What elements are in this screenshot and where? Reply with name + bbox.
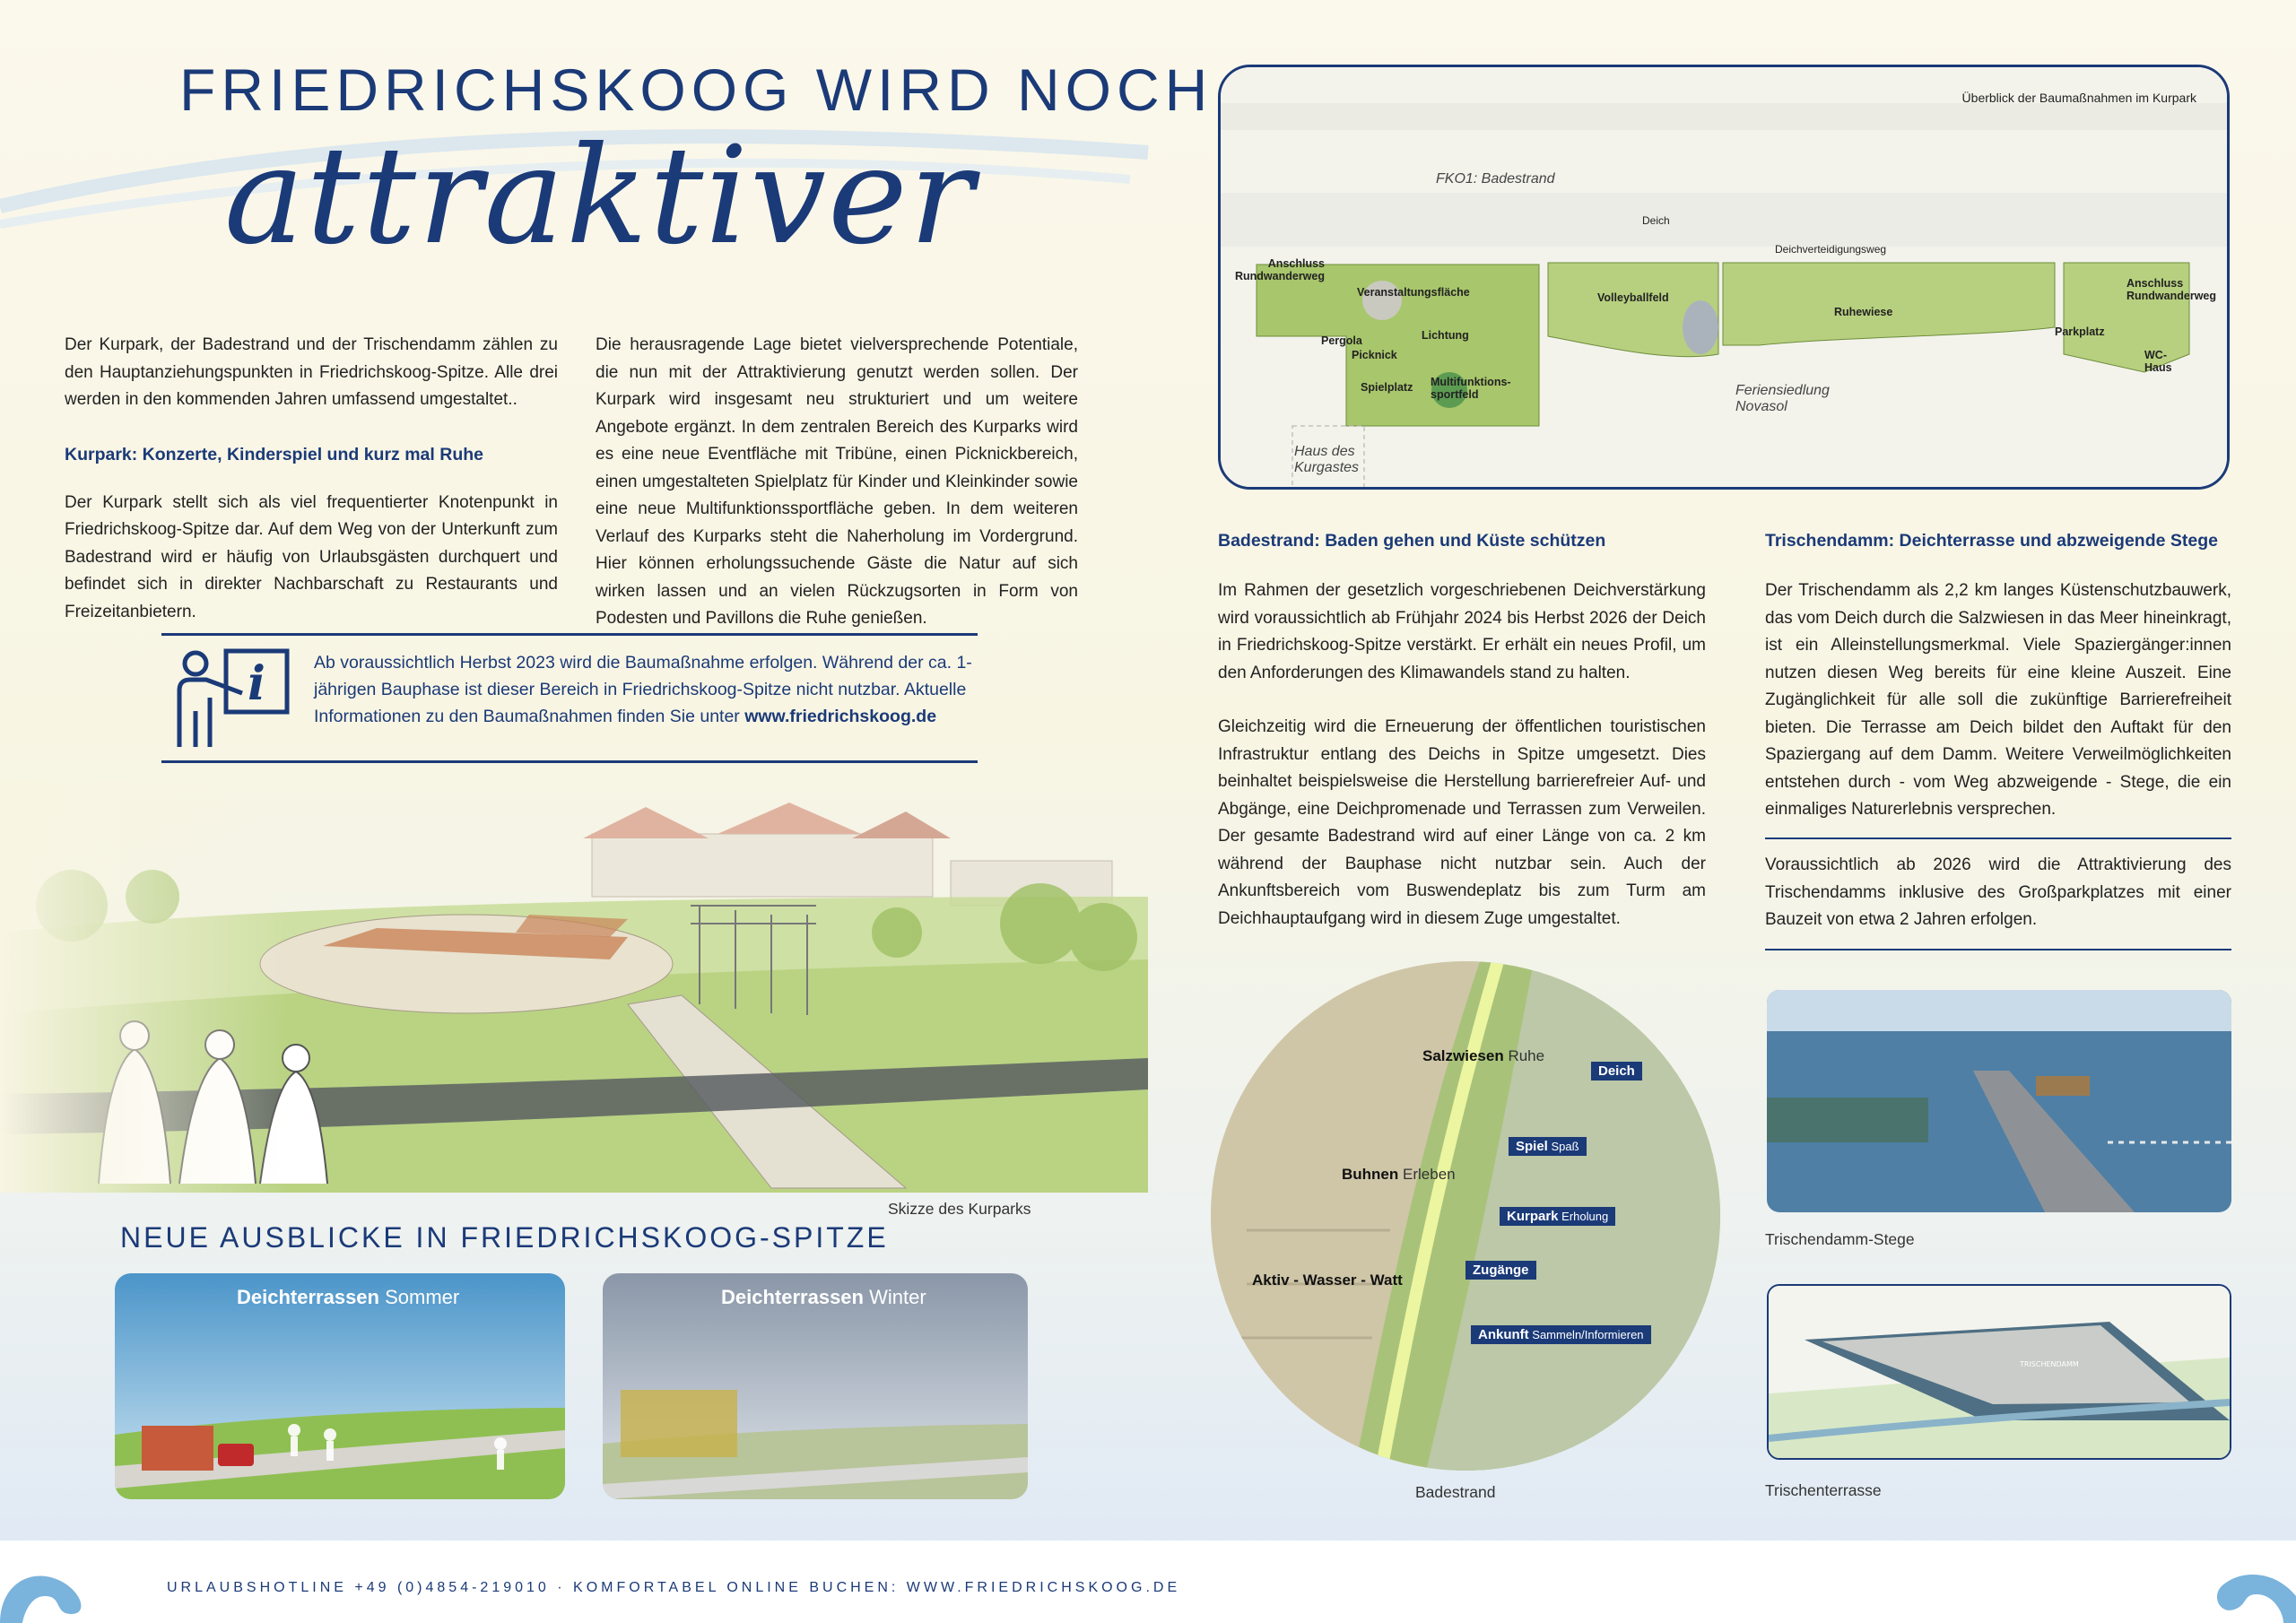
photo-trischenterrasse	[1767, 1284, 2231, 1460]
map-label-feriensiedlung: Feriensiedlung Novasol	[1735, 383, 1830, 414]
photo-winter-label: Deichterrassen Winter	[721, 1286, 926, 1308]
map-label-pergola: Pergola	[1321, 334, 1362, 347]
circle-label-aktiv: Aktiv - Wasser - Watt	[1252, 1271, 1403, 1289]
trischendamm-text-1: Der Trischendamm als 2,2 km langes Küstenschutzbauwerk, das vom Deich durch die Salzwiesen in das Meer hineinkragt, ist ein Alleinstellungsmerkmal. Viele Spaziergänger:innen nutzen diesen Weg bereits für eine kleine Auszeit. Eine Zugänglichkeit für alle soll die zukünftige Barrierefreiheit bieten. Die Terrasse am Deich bildet den Auftakt für den Spaziergang auf dem Damm. Weitere Verweilmöglichkeiten entstehen durch - vom Weg abzweigende - Stege, die ein einmaliges Naturerlebnis versprechen.	[1765, 581, 2231, 819]
left-column-2	[596, 332, 1078, 660]
info-text	[314, 649, 978, 730]
trischendamm-note	[1765, 852, 2231, 961]
trischendamm-rule-bottom	[1765, 949, 2231, 950]
map-title: Überblick der Baumaßnahmen im Kurpark	[1961, 91, 2196, 105]
tag-zugaenge: Zugänge	[1465, 1261, 1536, 1280]
tag-kurpark: Kurpark Erholung	[1500, 1207, 1615, 1226]
map-label-ruhewiese: Ruhewiese	[1834, 306, 1893, 318]
map-label-anschluss-left: Anschluss Rundwanderweg	[1234, 257, 1325, 282]
footer-text: URLAUBSHOTLINE +49 (0)4854-219010 · KOMFORTABEL ONLINE BUCHEN: WWW.FRIEDRICHSKOOG.DE	[167, 1580, 1181, 1595]
photo-sommer-label: Deichterrassen Sommer	[237, 1286, 460, 1308]
badestrand-heading: Badestrand: Baden gehen und Küste schützen	[1218, 531, 1606, 551]
tag-deich: Deich	[1591, 1062, 1642, 1081]
map-label-picknick: Picknick	[1352, 349, 1397, 361]
trischendamm-heading: Trischendamm: Deichterrasse und abzweigende Stege	[1765, 531, 2218, 551]
info-icon-letter: i	[248, 656, 265, 711]
script-title: attraktiver	[224, 118, 976, 274]
photo-deichterrasse-sommer	[115, 1273, 565, 1499]
terrasse-illustration	[1769, 1286, 2230, 1458]
info-person-icon	[170, 644, 291, 751]
circle-label-buhnen: Buhnen Erleben	[1342, 1166, 1456, 1183]
map-label-veranstaltung: Veranstaltungsfläche	[1357, 286, 1470, 299]
photo-trischendamm-stege	[1767, 990, 2231, 1212]
map-illustration	[1221, 67, 2230, 490]
circle-label-salzwiesen: Salzwiesen Ruhe	[1422, 1047, 1545, 1064]
map-label-parkplatz: Parkplatz	[2055, 325, 2105, 338]
badestrand-circle-map	[1211, 961, 1720, 1471]
map-label-spielplatz: Spielplatz	[1361, 381, 1413, 394]
map-label-deich: Deich	[1642, 214, 1670, 227]
info-body: Ab voraussichtlich Herbst 2023 wird die Baumaßnahme erfolgen. Während der ca. 1-jährigen Bauphase ist dieser Bereich in Friedrichskoog-Spitze nicht nutzbar. Aktuelle Informationen zu den Baumaßnahmen finden Sie unter	[314, 653, 972, 726]
map-label-haus: Haus des Kurgastes	[1294, 444, 1360, 475]
photo-deichterrasse-winter	[603, 1273, 1028, 1499]
kurpark-heading: Kurpark: Konzerte, Kinderspiel und kurz mal Ruhe	[65, 444, 483, 464]
stege-illustration	[1767, 990, 2231, 1212]
stege-caption: Trischendamm-Stege	[1765, 1230, 1915, 1248]
info-rule-bottom	[161, 760, 978, 763]
kurpark-overview-map	[1218, 65, 2230, 490]
circle-map-illustration	[1211, 961, 1720, 1471]
terrasse-caption: Trischenterrasse	[1765, 1481, 1882, 1499]
info-link[interactable]: www.friedrichskoog.de	[744, 707, 937, 726]
map-label-lichtung: Lichtung	[1422, 329, 1469, 342]
left-column-1	[65, 332, 558, 653]
map-label-volleyball: Volleyballfeld	[1597, 291, 1669, 304]
info-rule-top	[161, 633, 978, 636]
kurpark-detail-text: Die herausragende Lage bietet vielversprechende Potentiale, die nun mit der Attraktivierung genutzt werden sollen. Der Kurpark wird insgesamt neu strukturiert und um weitere Angebote ergänzt. In dem zentralen Bereich des Kurparks wird es eine neue Eventfläche mit Tribüne, einen Picknickbereich, einen umgestalteten Spielplatz für Kinder und Kleinkinder sowie eine neue Multifunktionssportfläche geben. In dem weiteren Verlauf des Kurparks steht die Naherholung im Vordergrund. Hier können erholungssuchende Gäste die Natur auf sich wirken lassen und an vielen Rückzugsorten in Form von Podesten und Pavillons die Ruhe genießen.	[596, 335, 1078, 628]
sketch-caption: Skizze des Kurparks	[888, 1200, 1031, 1218]
page-title: FRIEDRICHSKOOG WIRD NOCH	[179, 56, 1213, 123]
trischendamm-column	[1765, 527, 2231, 851]
wave-icon-left	[0, 1560, 99, 1623]
map-label-multi: Multifunktions-sportfeld	[1431, 376, 1511, 401]
badestrand-column	[1218, 527, 1706, 959]
intro-text: Der Kurpark, der Badestrand und der Trischendamm zählen zu den Hauptanziehungspunkten in Friedrichskoog-Spitze. Alle drei werden in den kommenden Jahren umfassend umgestaltet..	[65, 335, 558, 409]
map-label-anschluss-right: Anschluss Rundwanderweg	[2126, 277, 2217, 302]
tag-spiel: Spiel Spaß	[1509, 1137, 1587, 1156]
map-label-badestrand: FKO1: Badestrand	[1436, 171, 1555, 187]
kurpark-text: Der Kurpark stellt sich als viel frequentierter Knotenpunkt in Friedrichskoog-Spitze dar. Auf dem Weg von der Unterkunft zum Badestrand wird er häufig von Urlaubsgästen durchquert und befindet sich in direkter Nachbarschaft zu Restaurants und Freizeitanbietern.	[65, 492, 558, 621]
kurpark-sketch	[0, 780, 1148, 1193]
map-label-weg: Deichverteidigungsweg	[1775, 243, 1887, 256]
trischendamm-rule-top	[1765, 838, 2231, 839]
ausblicke-title: NEUE AUSBLICKE IN FRIEDRICHSKOOG-SPITZE	[120, 1221, 889, 1254]
badestrand-text-2: Gleichzeitig wird die Erneuerung der öffentlichen touristischen Infrastruktur entlang des Deichs in Spitze umgesetzt. Dies beinhaltet beispielsweise die Herstellung barrierefreier Auf- und Abgänge, eine Deichpromenade und Terrassen zum Verweilen. Der gesamte Badestrand wird auf einer Länge von ca. 2 km während der Bauphase nicht nutzbar sein. Auch der Ankunftsbereich vom Buswendeplatz bis zum Turm am Deichhauptaufgang wird in diesem Zuge umgestaltet.	[1218, 717, 1706, 928]
map-label-wc: WC-Haus	[2144, 349, 2172, 374]
badestrand-text-1: Im Rahmen der gesetzlich vorgeschriebenen Deichverstärkung wird voraussichtlich ab Frühjahr 2024 bis Herbst 2026 der Deich in Friedrichskoog-Spitze verstärkt. Er erhält ein neues Profil, um den Anforderungen des Klimawandels stand zu halten.	[1218, 581, 1706, 682]
wave-icon-right	[2194, 1560, 2296, 1623]
tag-ankunft: Ankunft Sammeln/Informieren	[1471, 1325, 1651, 1344]
badestrand-caption: Badestrand	[1415, 1483, 1496, 1501]
terrasse-sign-text: TRISCHENDAMM	[2020, 1360, 2079, 1368]
trischendamm-text-2: Voraussichtlich ab 2026 wird die Attraktivierung des Trischendamms inklusive des Großparkplatzes mit einer Bauzeit von etwa 2 Jahren erfolgen.	[1765, 855, 2231, 929]
